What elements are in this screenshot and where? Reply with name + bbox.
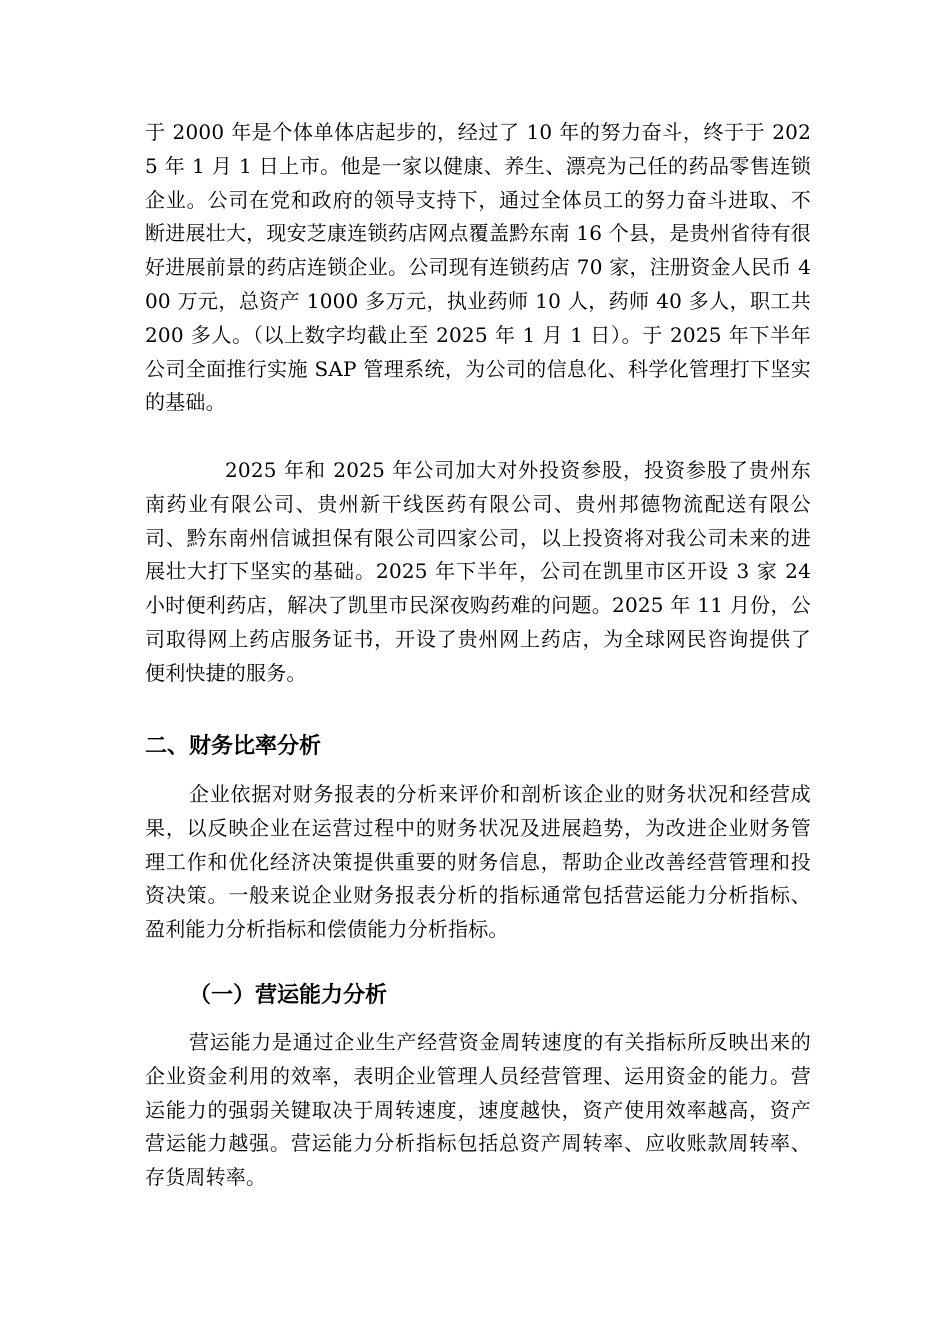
financial-analysis-intro-paragraph: 企业依据对财务报表的分析来评价和剖析该企业的财务状况和经营成果，以反映企业在运营过程中的财务状况及进展趋势，为改进企业财务管理工作和优化经济决策提供重要的财务信息，帮助企业改善经营管理和投资决策。一般来说企业财务报表分析的指标通常包括营运能力分析指标、盈利能力分析指标和偿债能力分析指标。 [145,782,811,942]
operating-capacity-paragraph: 营运能力是通过企业生产经营资金周转速度的有关指标所反映出来的企业资金利用的效率，表明企业管理人员经营管理、运用资金的能力。营运能力的强弱关键取决于周转速度，速度越快，资产使用效率越高，资产营运能力越强。营运能力分析指标包括总资产周转率、应收账款周转率、存货周转率。 [145,1030,811,1190]
subheading-operating-capacity-analysis: （一）营运能力分析 [189,982,388,1008]
investment-paragraph: 2025 年和 2025 年公司加大对外投资参股，投资参股了贵州东南药业有限公司、贵州新干线医药有限公司、贵州邦德物流配送有限公司、黔东南州信诚担保有限公司四家公司，以上投资将对我公司未来的进展壮大打下坚实的基础。2025 年下半年，公司在凯里市区开设 3 家 24 小时便利药店，解决了凯里市民深夜购药难的问题。2025 年 11 月份，公司取得网上药店服务证书，开设了贵州网上药店，为全球网民咨询提供了便利快捷的服务。 [145,458,811,685]
company-history-paragraph: 于 2000 年是个体单体店起步的，经过了 10 年的努力奋斗，终于于 2025 年 1 月 1 日上市。他是一家以健康、养生、漂亮为己任的药品零售连锁企业。公司在党和政府的领导支持下，通过全体员工的努力奋斗进取、不断进展壮大，现安芝康连锁药店网点覆盖黔东南 16 个县，是贵州省待有很好进展前景的药店连锁企业。公司现有连锁药店 70 家，注册资金人民币 400 万元，总资产 1000 多万元，执业药师 10 人，药师 40 多人，职工共 200 多人。（以上数字均截止至 2025 年 1 月 1 日）。于 2025 年下半年公司全面推行实施 SAP 管理系统，为公司的信息化、科学化管理打下坚实的基础。 [145,120,811,415]
section-heading-financial-ratio-analysis: 二、财务比率分析 [145,734,322,759]
